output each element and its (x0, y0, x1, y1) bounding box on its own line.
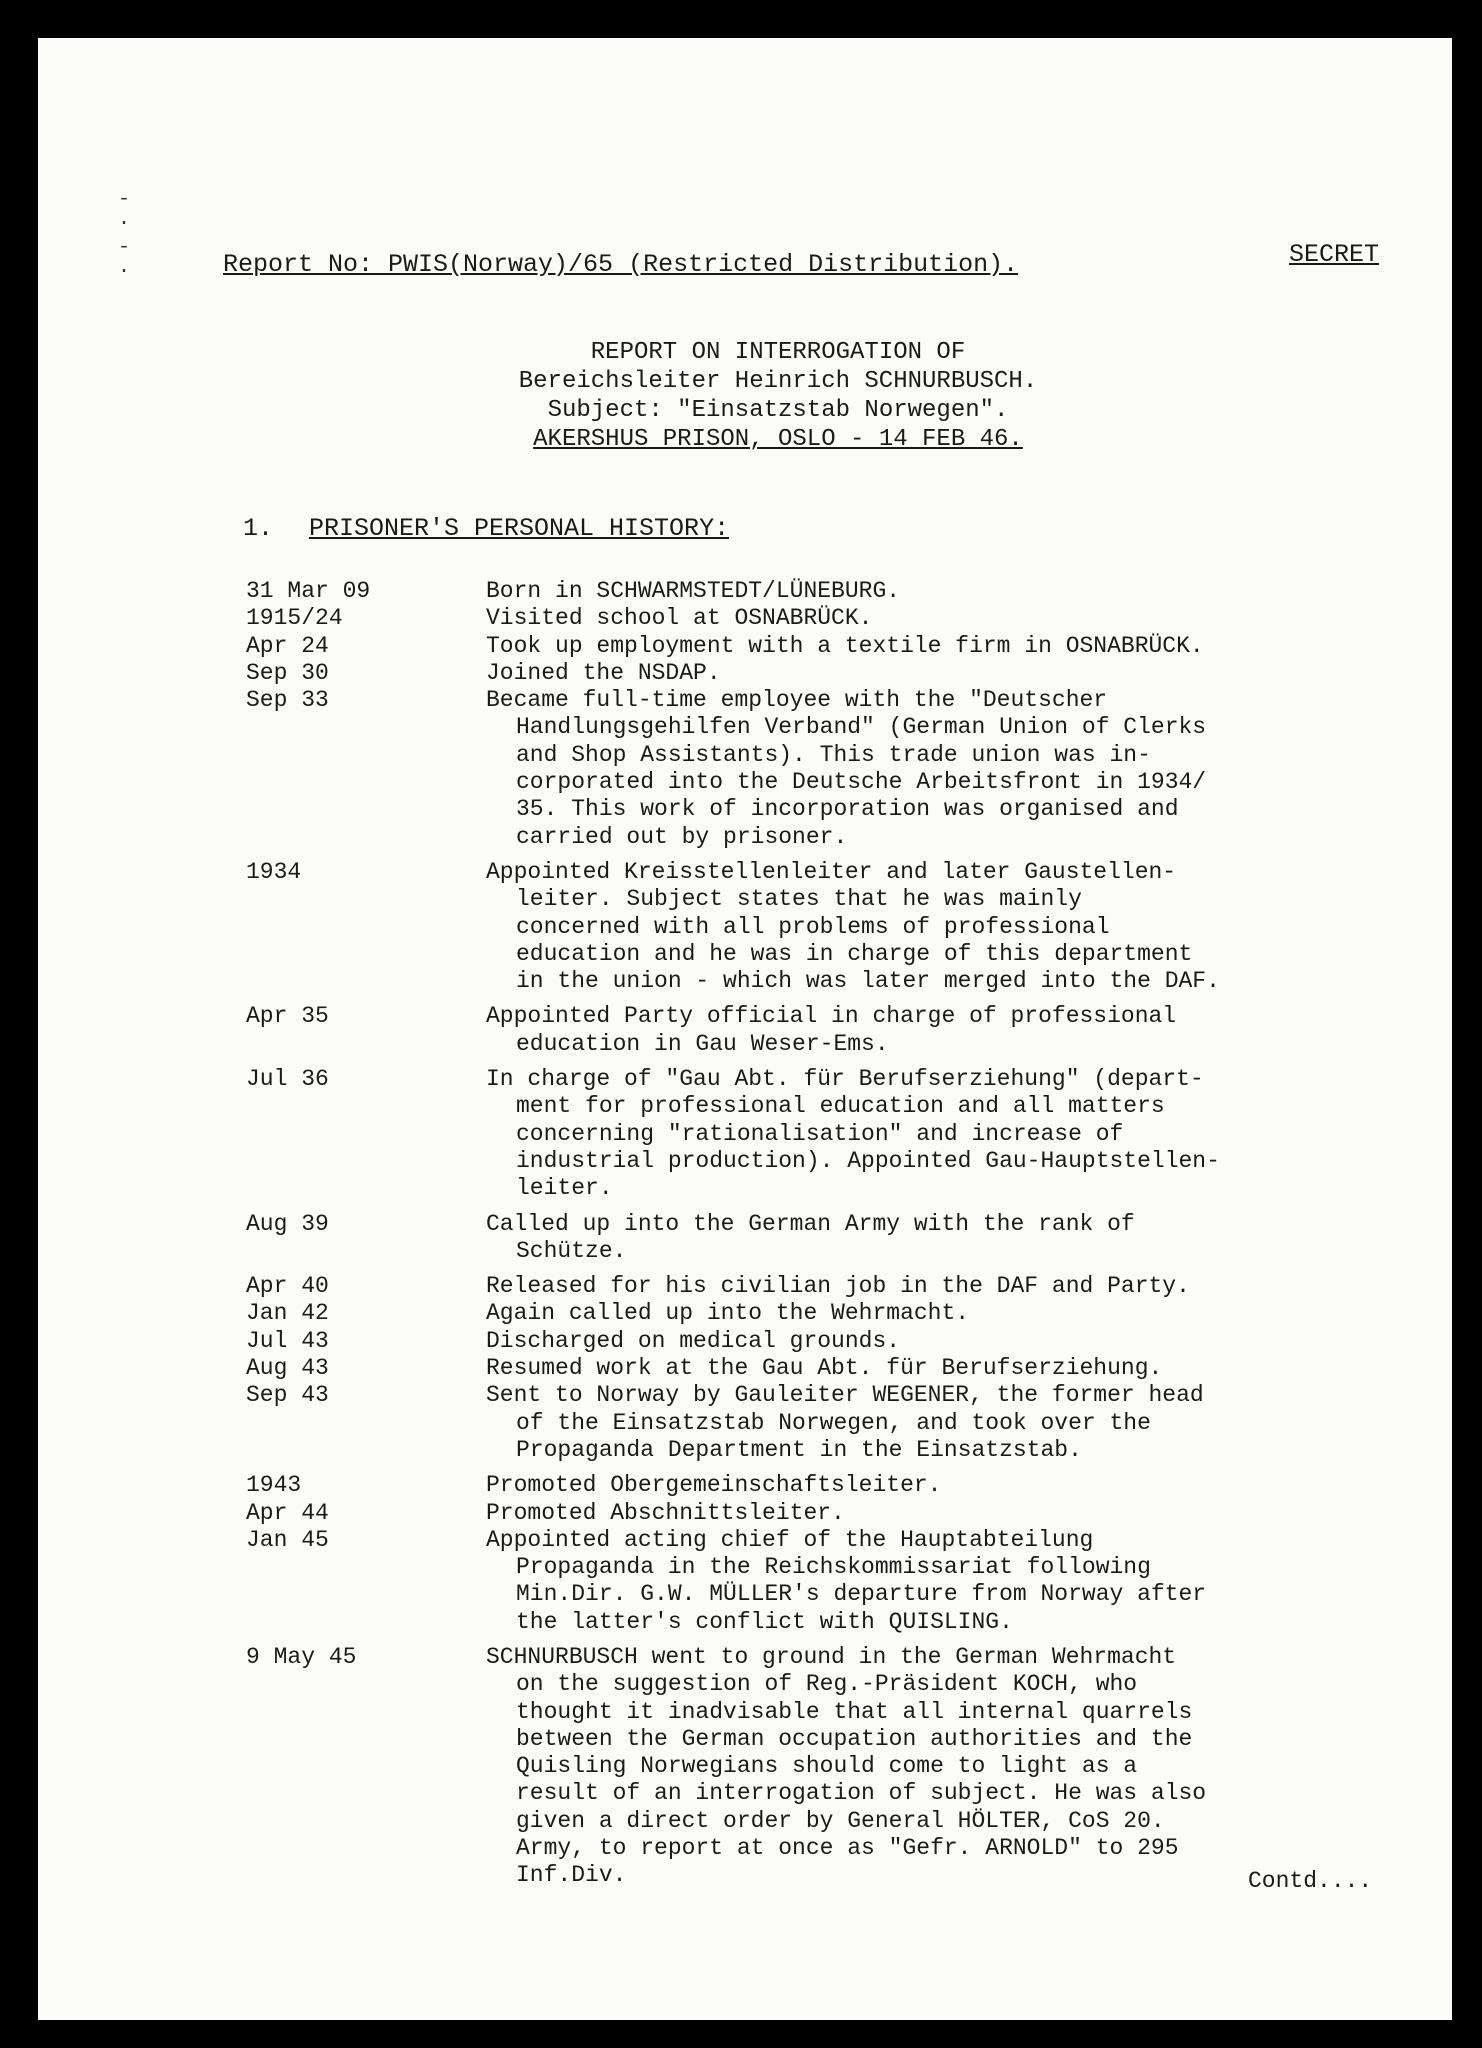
continued-note: Contd.... (1248, 1868, 1373, 1894)
timeline-entry (246, 605, 1426, 632)
entry-date: Aug 43 (246, 1355, 329, 1382)
report-number: Report No: PWIS(Norway)/65 (Restricted Distribution). (223, 250, 1019, 279)
timeline-entry (246, 633, 1426, 660)
entry-text-continuation: Schütze. (516, 1237, 627, 1264)
entry-date: 1943 (246, 1472, 302, 1499)
history-timeline (246, 578, 1426, 1890)
entry-date: 1934 (246, 858, 302, 885)
timeline-entry (246, 1300, 1426, 1327)
entry-text-continuation: of the Einsatzstab Norwegen, and took over the Propaganda Department in the Einsatzstab. (516, 1409, 1151, 1463)
classification-label: SECRET (1289, 240, 1380, 269)
entry-date: Jan 42 (246, 1300, 329, 1327)
entry-date: Apr 35 (246, 1003, 329, 1030)
timeline-entry (246, 1273, 1426, 1300)
timeline-entry (246, 578, 1426, 605)
timeline-entry (246, 1527, 1426, 1636)
title-line-2: Bereichsleiter Heinrich SCHNURBUSCH. (518, 368, 1038, 395)
entry-text (486, 1328, 1426, 1355)
entry-text-line: Appointed Party official in charge of professional (486, 1003, 1177, 1030)
timeline-entry (246, 1211, 1426, 1266)
timeline-entry (246, 1328, 1426, 1355)
entry-text-line: Took up employment with a textile firm in OSNABRÜCK. (486, 632, 1204, 659)
entry-text-line: Became full-time employee with the "Deutscher (486, 687, 1108, 714)
entry-text-line: Resumed work at the Gau Abt. für Berufserziehung. (486, 1355, 1163, 1382)
entry-text (486, 1382, 1426, 1464)
entry-text-line: Promoted Obergemeinschaftsleiter. (486, 1472, 942, 1499)
entry-text (486, 660, 1426, 687)
section-heading (243, 514, 729, 543)
document-page (38, 38, 1452, 2020)
entry-date: Apr 40 (246, 1273, 329, 1300)
entry-text-continuation: Propaganda in the Reichskommissariat following Min.Dir. G.W. MÜLLER's departure from Norway after the latter's conflict with QUISLING. (516, 1554, 1207, 1635)
timeline-entry (246, 660, 1426, 687)
entry-text-line: SCHNURBUSCH went to ground in the German Wehrmacht (486, 1643, 1177, 1670)
timeline-entry (246, 1500, 1426, 1527)
entry-text-line: In charge of "Gau Abt. für Berufserziehung" (depart- (486, 1066, 1204, 1093)
entry-text (486, 1066, 1426, 1202)
entry-text-continuation: leiter. Subject states that he was mainly concerned with all problems of professional education and he was in charge of this department in the union - which was later merged into the DAF. (516, 886, 1220, 995)
entry-date: Jul 36 (246, 1066, 329, 1093)
entry-text-line: Visited school at OSNABRÜCK. (486, 605, 873, 632)
section-number: 1. (243, 514, 274, 543)
entry-text-line: Released for his civilian job in the DAF and Party. (486, 1273, 1190, 1300)
entry-text-line: Appointed acting chief of the Hauptabteilung (486, 1526, 1094, 1553)
entry-date: Sep 43 (246, 1382, 329, 1409)
entry-text-line: Joined the NSDAP. (486, 659, 721, 686)
timeline-entry (246, 1644, 1426, 1890)
entry-text (486, 1273, 1426, 1300)
entry-date: Apr 44 (246, 1499, 329, 1526)
section-title: PRISONER'S PERSONAL HISTORY: (309, 514, 730, 543)
entry-date: Jul 43 (246, 1327, 329, 1354)
margin-marks: - · - · (118, 188, 131, 283)
entry-text-continuation: education in Gau Weser-Ems. (516, 1030, 889, 1057)
entry-text-continuation: on the suggestion of Reg.-Präsident KOCH, who thought it inadvisable that all internal quarrels between the German occupation authorities and the Quisling Norwegians should come to light as a result of an interrogation of subject. He was also given a direct order by General HÖLTER, CoS 20. Army, to report at once as "Gefr. ARNOLD" to 295 Inf.Div. (516, 1671, 1207, 1889)
timeline-entry (246, 1355, 1426, 1382)
title-line-4: AKERSHUS PRISON, OSLO - 14 FEB 46. (533, 426, 1023, 453)
entry-text-continuation: Handlungsgehilfen Verband" (German Union of Clerks and Shop Assistants). This trade union was in- corporated into the Deutsche Arbeitsfront in 1934/ 35. This work of incorporation was organised and carried out by prisoner. (516, 714, 1207, 850)
timeline-entry (246, 1382, 1426, 1464)
title-line-3: Subject: "Einsatzstab Norwegen". (547, 397, 1009, 424)
timeline-entry (246, 859, 1426, 995)
entry-date: Aug 39 (246, 1210, 329, 1237)
entry-text (486, 1300, 1426, 1327)
entry-text-continuation: ment for professional education and all matters concerning "rationalisation" and increase of industrial production). Appointed Gau-Hauptstellen- leiter. (516, 1093, 1220, 1202)
entry-text (486, 1211, 1426, 1266)
timeline-entry (246, 1472, 1426, 1499)
entry-text (486, 605, 1426, 632)
entry-text (486, 859, 1426, 995)
entry-text-line: Appointed Kreisstellenleiter and later Gaustellen- (486, 858, 1177, 885)
entry-date: Sep 30 (246, 659, 329, 686)
entry-text (486, 1644, 1426, 1890)
entry-date: Sep 33 (246, 687, 329, 714)
entry-date: Apr 24 (246, 632, 329, 659)
entry-text (486, 687, 1426, 851)
entry-text (486, 1527, 1426, 1636)
timeline-entry (246, 687, 1426, 851)
entry-text (486, 1003, 1426, 1058)
timeline-entry (246, 1003, 1426, 1058)
entry-date: 9 May 45 (246, 1643, 357, 1670)
entry-text (486, 1500, 1426, 1527)
entry-text (486, 578, 1426, 605)
title-line-1: REPORT ON INTERROGATION OF (590, 339, 966, 366)
entry-text-line: Promoted Abschnittsleiter. (486, 1499, 845, 1526)
entry-date: Jan 45 (246, 1526, 329, 1553)
entry-text (486, 633, 1426, 660)
entry-text-line: Discharged on medical grounds. (486, 1327, 901, 1354)
entry-text-line: Called up into the German Army with the rank of (486, 1210, 1135, 1237)
entry-text (486, 1472, 1426, 1499)
entry-text-line: Born in SCHWARMSTEDT/LÜNEBURG. (486, 578, 901, 604)
entry-text (486, 1355, 1426, 1382)
report-title (398, 338, 1158, 454)
entry-date: 1915/24 (246, 605, 343, 632)
entry-text-line: Sent to Norway by Gauleiter WEGENER, the former head (486, 1382, 1204, 1409)
entry-date: 31 Mar 09 (246, 578, 371, 604)
entry-text-line: Again called up into the Wehrmacht. (486, 1300, 970, 1327)
timeline-entry (246, 1066, 1426, 1202)
